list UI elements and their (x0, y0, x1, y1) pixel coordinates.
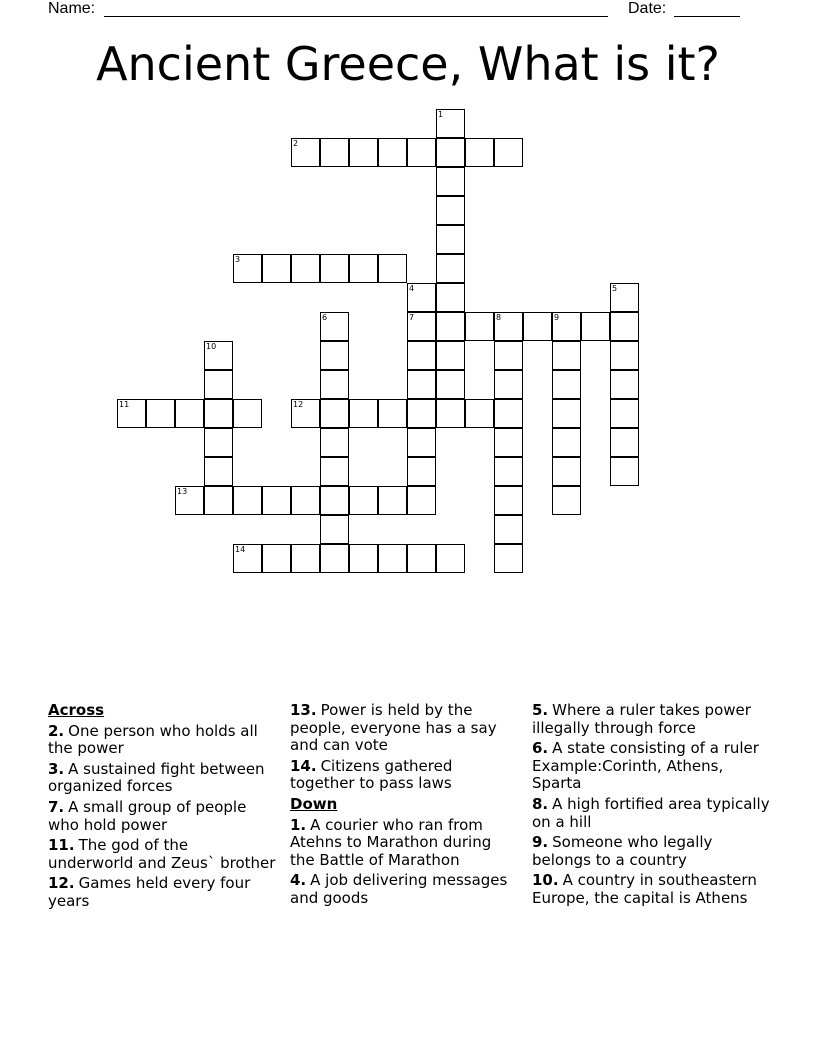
crossword-cell[interactable] (436, 544, 465, 573)
clue-text: Where a ruler takes power illegally through force (532, 701, 751, 737)
crossword-cell[interactable] (552, 312, 581, 341)
clue-number: 9. (532, 833, 549, 852)
crossword-cell[interactable] (407, 544, 436, 573)
clue-number: 3. (48, 759, 65, 778)
crossword-cell[interactable] (407, 312, 436, 341)
clue-column-2 (290, 702, 518, 911)
clue-number: 13. (290, 701, 317, 719)
crossword-cell[interactable] (175, 399, 204, 428)
crossword-cell[interactable] (494, 515, 523, 544)
crossword-cell[interactable] (610, 428, 639, 457)
crossword-cell[interactable] (204, 457, 233, 486)
down-clue (532, 796, 772, 831)
cell-number: 4 (409, 284, 415, 293)
crossword-cell[interactable] (436, 196, 465, 225)
crossword-cell[interactable] (465, 399, 494, 428)
crossword-cell[interactable] (494, 341, 523, 370)
clue-text: A country in southeastern Europe, the capital is Athens (532, 871, 757, 907)
clue-text: A state consisting of a ruler Example:Corinth, Athens, Sparta (532, 739, 759, 793)
page-title: Ancient Greece, What is it? (96, 37, 720, 91)
crossword-cell[interactable] (204, 341, 233, 370)
clue-text: A high fortified area typically on a hill (532, 794, 770, 831)
clue-number: 2. (48, 721, 65, 740)
crossword-cell[interactable] (204, 428, 233, 457)
crossword-cell[interactable] (436, 341, 465, 370)
crossword-cell[interactable] (436, 167, 465, 196)
crossword-cell[interactable] (204, 486, 233, 515)
crossword-cell[interactable] (494, 428, 523, 457)
across-clue (48, 837, 276, 872)
clue-number: 1. (290, 815, 307, 834)
crossword-cell[interactable] (407, 138, 436, 167)
crossword-cell[interactable] (291, 544, 320, 573)
cell-number: 1 (438, 110, 444, 119)
crossword-cell[interactable] (146, 399, 175, 428)
crossword-cell[interactable] (581, 312, 610, 341)
down-clue (290, 872, 518, 907)
crossword-cell[interactable] (378, 399, 407, 428)
crossword-cell[interactable] (378, 486, 407, 515)
crossword-cell[interactable] (610, 370, 639, 399)
crossword-cell[interactable] (494, 457, 523, 486)
crossword-cell[interactable] (349, 138, 378, 167)
cell-number: 6 (322, 313, 328, 322)
clue-text: A job delivering messages and goods (290, 871, 508, 907)
clue-column-3 (532, 702, 772, 911)
crossword-cell[interactable] (407, 283, 436, 312)
clue-number: 12. (48, 874, 75, 893)
cell-number: 9 (554, 313, 560, 322)
across-clue (290, 702, 518, 755)
crossword-cell[interactable] (552, 457, 581, 486)
clue-number: 4. (290, 871, 307, 890)
crossword-cell[interactable] (320, 254, 349, 283)
clue-number: 5. (532, 701, 549, 719)
crossword-cell[interactable] (436, 225, 465, 254)
crossword-cell[interactable] (320, 399, 349, 428)
clue-text: A courier who ran from Atehns to Marathon during the Battle of Marathon (290, 815, 492, 869)
clue-text: Citizens gathered together to pass laws (290, 756, 453, 793)
clue-text: A small group of people who hold power (48, 797, 247, 834)
clue-number: 8. (532, 794, 549, 813)
across-clue (48, 875, 276, 910)
crossword-cell[interactable] (262, 254, 291, 283)
down-heading: Down (290, 794, 338, 813)
crossword-cell[interactable] (378, 138, 407, 167)
crossword-cell[interactable] (494, 370, 523, 399)
name-label: Name: (48, 0, 96, 17)
down-clue (532, 834, 772, 869)
across-clue (48, 723, 276, 758)
crossword-cell[interactable] (407, 399, 436, 428)
crossword-cell[interactable] (291, 254, 320, 283)
clue-number: 14. (290, 756, 317, 775)
crossword-cell[interactable] (291, 486, 320, 515)
crossword-cell[interactable] (320, 457, 349, 486)
crossword-cell[interactable] (436, 109, 465, 138)
crossword-cell[interactable] (465, 138, 494, 167)
crossword-cell[interactable] (552, 341, 581, 370)
cell-number: 2 (293, 139, 299, 148)
crossword-cell[interactable] (407, 486, 436, 515)
crossword-cell[interactable] (320, 428, 349, 457)
crossword-cell[interactable] (436, 399, 465, 428)
crossword-cell[interactable] (436, 312, 465, 341)
crossword-cell[interactable] (320, 370, 349, 399)
crossword-cell[interactable] (291, 138, 320, 167)
clue-text: One person who holds all the power (48, 721, 258, 758)
crossword-cell[interactable] (320, 544, 349, 573)
clue-text: A sustained fight between organized forces (48, 759, 265, 796)
crossword-cell[interactable] (552, 399, 581, 428)
crossword-cell[interactable] (233, 399, 262, 428)
crossword-cell[interactable] (407, 457, 436, 486)
crossword-cell[interactable] (175, 486, 204, 515)
crossword-cell[interactable] (610, 341, 639, 370)
crossword-cell[interactable] (494, 399, 523, 428)
cell-number: 10 (206, 342, 217, 351)
crossword-cell[interactable] (494, 312, 523, 341)
cell-number: 3 (235, 255, 241, 264)
date-label: Date: (628, 0, 667, 17)
clue-text: Someone who legally belongs to a country (532, 833, 713, 869)
crossword-cell[interactable] (349, 486, 378, 515)
crossword-cell[interactable] (407, 341, 436, 370)
across-heading: Across (48, 701, 105, 719)
crossword-cell[interactable] (494, 544, 523, 573)
crossword-cell[interactable] (291, 399, 320, 428)
clue-number: 6. (532, 739, 549, 758)
crossword-cell[interactable] (552, 486, 581, 515)
crossword-cell[interactable] (494, 486, 523, 515)
cell-number: 11 (119, 400, 130, 409)
clue-number: 10. (532, 871, 559, 890)
clue-number: 11. (48, 836, 75, 855)
down-clue (290, 817, 518, 870)
cell-number: 12 (293, 400, 304, 409)
crossword-cell[interactable] (436, 254, 465, 283)
cell-number: 7 (409, 313, 415, 322)
crossword-cell[interactable] (436, 283, 465, 312)
crossword-cell[interactable] (523, 312, 552, 341)
clue-number: 7. (48, 797, 65, 816)
crossword-cell[interactable] (320, 515, 349, 544)
cell-number: 13 (177, 487, 188, 496)
crossword-cell[interactable] (320, 312, 349, 341)
crossword-cell[interactable] (320, 138, 349, 167)
crossword-cell[interactable] (233, 486, 262, 515)
cell-number: 8 (496, 313, 502, 322)
crossword-cell[interactable] (262, 486, 291, 515)
crossword-cell[interactable] (552, 370, 581, 399)
across-clue (48, 799, 276, 834)
crossword-cell[interactable] (262, 544, 291, 573)
crossword-cell[interactable] (204, 399, 233, 428)
crossword-cell[interactable] (233, 544, 262, 573)
crossword-cell[interactable] (320, 341, 349, 370)
crossword-cell[interactable] (436, 138, 465, 167)
across-clue (48, 761, 276, 796)
crossword-cell[interactable] (349, 544, 378, 573)
cell-number: 14 (235, 545, 246, 554)
crossword-cell[interactable] (117, 399, 146, 428)
crossword-cell[interactable] (349, 254, 378, 283)
clue-text: Games held every four years (48, 874, 251, 910)
crossword-cell[interactable] (610, 399, 639, 428)
crossword-cell[interactable] (378, 544, 407, 573)
clue-column-1 (48, 702, 276, 914)
crossword-cell[interactable] (610, 283, 639, 312)
crossword-cell[interactable] (610, 312, 639, 341)
crossword-cell[interactable] (204, 370, 233, 399)
clue-text: Power is held by the people, everyone has a say and can vote (290, 701, 497, 755)
crossword-cell[interactable] (465, 312, 494, 341)
crossword-cell[interactable] (407, 370, 436, 399)
crossword-cell[interactable] (407, 428, 436, 457)
crossword-cell[interactable] (233, 254, 262, 283)
clue-text: The god of the underworld and Zeus` brother (48, 836, 276, 872)
down-clue (532, 740, 772, 793)
crossword-cell[interactable] (436, 370, 465, 399)
crossword-cell[interactable] (320, 486, 349, 515)
crossword-cell[interactable] (610, 457, 639, 486)
cell-number: 5 (612, 284, 618, 293)
down-clue (532, 872, 772, 907)
crossword-cell[interactable] (494, 138, 523, 167)
crossword-cell[interactable] (349, 399, 378, 428)
across-clue (290, 758, 518, 793)
down-clue (532, 702, 772, 737)
crossword-cell[interactable] (378, 254, 407, 283)
crossword-cell[interactable] (552, 428, 581, 457)
